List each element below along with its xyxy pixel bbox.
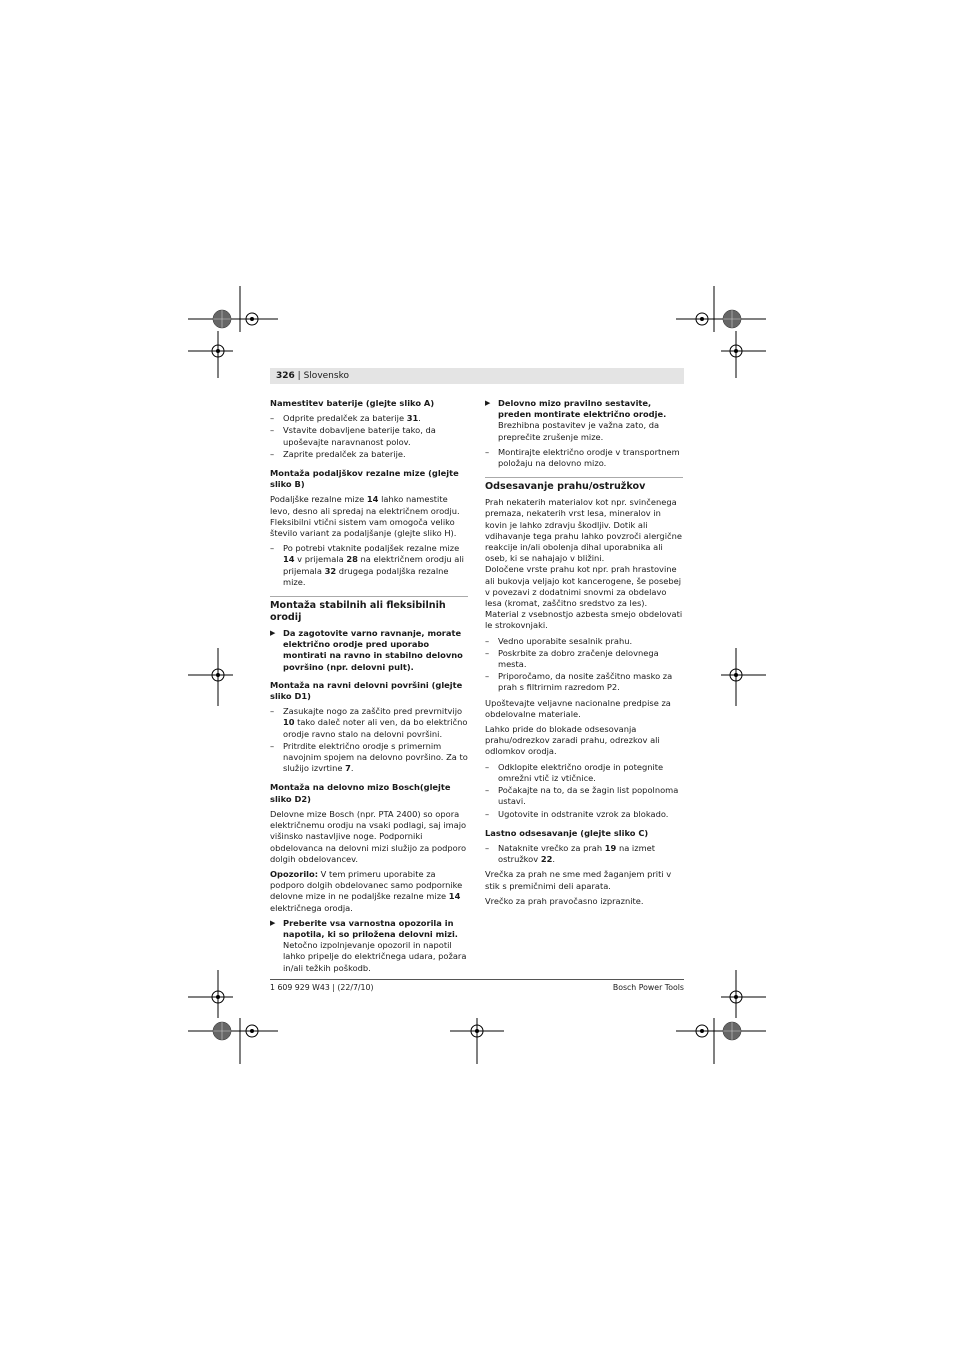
left-column — [270, 398, 468, 978]
list-item: – Odklopite električno orodje in potegnite omrežni vtič iz vtičnice. — [485, 762, 683, 784]
paragraph: Upoštevajte veljavne nacionalne predpise za obdelovalne materiale. — [485, 697, 671, 719]
footer-doc-code: 1 609 929 W43 | (22/7/10) — [270, 983, 374, 992]
list-item: – Priporočamo, da nosite zaščitno masko za prah s filtrirnim razredom P2. — [485, 671, 683, 693]
list-item: – Zasukajte nogo za zaščito pred prevrnitvijo 10 tako daleč noter ali ven, da bo električno orodje ravno stalo na delovni površini. — [270, 706, 468, 740]
list-item: – Ugotovite in odstranite vzrok za blokado. — [485, 809, 683, 820]
note-paragraph: Opozorilo: V tem primeru uporabite za podporo dolgih obdelovanec samo podpornike delovne mize in ne podaljške rezalne mize 14 električnega orodja. — [270, 868, 463, 913]
list-item: – Po potrebi vtaknite podaljšek rezalne mize 14 v prijemala 28 na električnem orodju ali prijemala 32 drugega podaljška rezalne mize. — [270, 543, 468, 588]
battery-heading: Namestitev baterije (glejte sliko A) — [270, 398, 435, 408]
header-language: Slovensko — [303, 371, 349, 381]
paragraph: Vrečko za prah pravočasno izpraznite. — [485, 895, 644, 906]
list-item: – Montirajte električno orodje v transportnem položaju na delovno mizo. — [485, 447, 683, 469]
flat-surface-heading: Montaža na ravni delovni površini (glejte sliko D1) — [270, 679, 463, 702]
footer-brand: Bosch Power Tools — [612, 983, 684, 992]
paragraph: Vrečka za prah ne sme med žaganjem priti v stik s premičnimi deli aparata. — [485, 869, 672, 891]
list-item: – Pritrdite električno orodje s primernim navojnim spojem na delovno površino. Za to služijo izvrtine 7. — [270, 741, 468, 775]
workbench-heading: Montaža na delovno mizo Bosch(glejte sliko D2) — [270, 782, 451, 804]
list-item: – Zaprite predalček za baterije. — [270, 449, 468, 460]
list-item: – Vstavite dobavljene baterije tako, da upoševajte naravnanost polov. — [270, 425, 468, 447]
page-header — [270, 368, 684, 384]
paragraph: Lahko pride do blokade odsesovanja prahu/odrezkov zaradi prahu, odrezkov ali odlomkov orodja. — [485, 724, 660, 757]
paragraph: Določene vrste prahu kot npr. prah hrastovine ali bukovja veljajo kot kancerogene, še posebej v povezavi z dodatnimi snovmi za obdelavo lesa (kromat, zaščitno sredstvo za les). Material z vsebnostjo azbesta smejo obdelovati le strokovnjaki. — [485, 564, 683, 631]
mounting-heading: Montaža stabilnih ali fleksibilnih orodij — [270, 596, 468, 624]
warning-item: ▶ Delovno mizo pravilno sestavite, preden montirate električno orodje. Brezhibna postavitev je važna zato, da preprečite zrušenje mize. — [485, 398, 683, 443]
header-separator: | — [297, 371, 301, 381]
paragraph: Prah nekaterih materialov kot npr. svinčenega premaza, nekaterih vrst lesa, mineralov in kovin je lahko zdravju škodljiv. Dotik ali vdihavanje tega prahu lahko povzroči alergične reakcije in/ali obolenja dihal uporabnika ali oseb, ki se nahajajo v bližini. — [485, 497, 682, 564]
warning-item: ▶ Preberite vsa varnostna opozorila in napotila, ki so priložena delovni mizi. Netočno izpolnjevanje opozoril in napotil lahko pripelje do električnega udara, požara in/ali težkih poškodb. — [270, 918, 468, 974]
extension-heading: Montaža podaljškov rezalne mize (glejte sliko B) — [270, 468, 459, 490]
own-extraction-heading: Lastno odsesavanje (glejte sliko C) — [485, 827, 649, 838]
list-item: – Odprite predalček za baterije 31. — [270, 413, 468, 424]
list-item: – Počakajte na to, da se žagin list popolnoma ustavi. — [485, 785, 683, 807]
list-item: – Nataknite vrečko za prah 19 na izmet ostružkov 22. — [485, 843, 683, 865]
footer-divider — [270, 979, 684, 980]
page-number: 326 — [276, 371, 295, 381]
paragraph: Podaljške rezalne mize 14 lahko namestite levo, desno ali spredaj na električnem orodju. Fleksibilni vtični sistem vam omogoča veliko število variant za podaljšanje (glejte sliko H). — [270, 494, 460, 539]
right-column — [485, 398, 683, 911]
warning-item: ▶ Da zagotovite varno ravnanje, morate električno orodje pred uporabo montirati na ravno in stabilno delovno površino (npr. delovni pult). — [270, 628, 468, 673]
paragraph: Delovne mize Bosch (npr. PTA 2400) so opora električnemu orodju na vsaki podlagi, saj imajo višinsko nastavljive noge. Podporniki obdelovanca na delovni mizi služijo za podporo dolgih obdelovancev. — [270, 808, 467, 864]
list-item: – Vedno uporabite sesalnik prahu. — [485, 636, 683, 647]
dust-extraction-heading: Odsesavanje prahu/ostružkov — [485, 477, 683, 493]
list-item: – Poskrbite za dobro zračenje delovnega mesta. — [485, 648, 683, 670]
